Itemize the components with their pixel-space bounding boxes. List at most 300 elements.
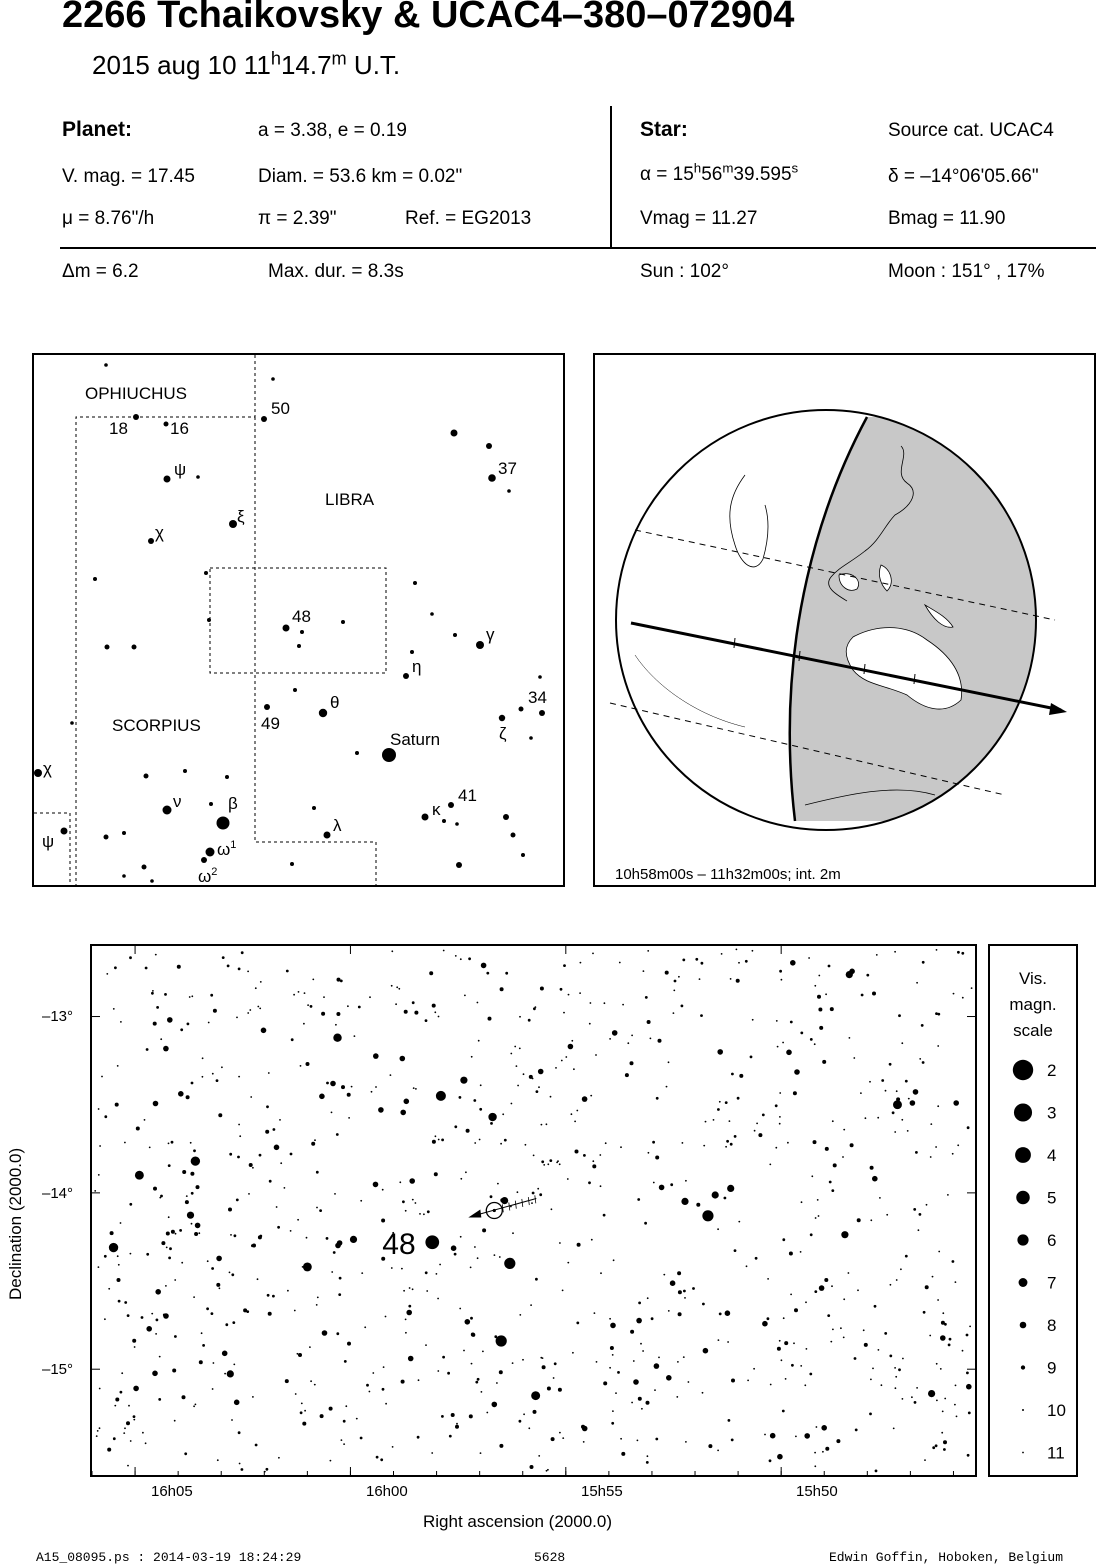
field-star: [827, 1314, 830, 1317]
field-star: [889, 1063, 892, 1066]
field-star: [641, 1408, 643, 1410]
field-star: [957, 1144, 959, 1146]
field-star: [767, 1317, 770, 1320]
field-star: [211, 1312, 214, 1315]
field-star: [199, 1360, 203, 1364]
field-star: [685, 1180, 687, 1182]
field-star: [468, 957, 471, 960]
field-star: [456, 1423, 458, 1425]
field-star: [96, 1435, 98, 1437]
field-star: [133, 1386, 139, 1392]
field-star: [930, 1156, 932, 1158]
field-star: [609, 1318, 611, 1320]
field-star: [94, 1190, 96, 1192]
field-star: [804, 1384, 806, 1386]
field-star: [817, 1199, 819, 1201]
field-star: [538, 1069, 544, 1075]
field-star: [770, 1433, 776, 1439]
field-star: [619, 962, 621, 964]
field-star: [630, 1061, 634, 1065]
field-star: [855, 1429, 858, 1432]
field-star: [366, 1384, 369, 1387]
field-star: [848, 1272, 850, 1274]
field-star: [869, 1081, 871, 1083]
field-star: [343, 1443, 345, 1445]
field-star: [953, 993, 955, 995]
field-star: [401, 1268, 403, 1270]
bright-star: [496, 1335, 507, 1346]
bright-star: [436, 1091, 446, 1101]
field-star: [902, 1398, 904, 1400]
field-star: [542, 1365, 546, 1369]
field-star: [921, 1024, 924, 1027]
field-star: [819, 1285, 825, 1291]
field-star: [181, 1262, 183, 1264]
field-star: [303, 1023, 305, 1025]
field-star: [391, 950, 393, 952]
planet-motion: μ = 8.76"/h: [62, 208, 155, 229]
field-star: [574, 1121, 576, 1123]
field-star: [678, 976, 680, 978]
field-star: [247, 1012, 249, 1014]
field-star: [533, 1410, 537, 1414]
field-star: [191, 1082, 194, 1085]
field-star: [376, 1456, 379, 1459]
field-star: [713, 1119, 715, 1121]
field-star: [391, 985, 393, 987]
field-star: [499, 1370, 503, 1374]
field-star: [808, 957, 810, 959]
field-star: [719, 1313, 722, 1316]
field-star: [249, 1009, 251, 1011]
footer-author: Edwin Goffin, Hoboken, Belgium: [829, 1550, 1064, 1565]
field-star: [121, 1372, 123, 1374]
field-star: [821, 1425, 827, 1431]
star-heading: Star:: [640, 118, 688, 141]
label-ophiuchus: OPHIUCHUS: [85, 384, 188, 403]
field-star: [683, 1290, 686, 1293]
field-star: [936, 949, 938, 951]
field-star: [836, 1439, 840, 1443]
field-star: [190, 1142, 192, 1144]
field-star: [562, 1290, 564, 1292]
field-star: [762, 1114, 765, 1117]
field-star: [781, 979, 783, 981]
field-star: [916, 1387, 918, 1389]
field-star: [255, 987, 257, 989]
label-omega1: $\omega^1$: [217, 839, 237, 859]
field-star: [431, 1452, 433, 1454]
field-star: [853, 1057, 855, 1059]
field-star: [652, 1141, 655, 1144]
field-star: [831, 1285, 833, 1287]
field-star: [371, 1091, 373, 1093]
scale-label: 4: [1047, 1146, 1057, 1165]
field-star: [153, 1022, 157, 1026]
label-psi: ψ: [174, 460, 187, 479]
field-star: [250, 1096, 252, 1098]
field-star: [898, 1368, 901, 1371]
field-star: [893, 1428, 895, 1430]
planet-diameter: Diam. = 53.6 km = 0.02": [258, 166, 463, 187]
field-star: [830, 1341, 832, 1343]
field-star: [272, 1295, 275, 1298]
field-star: [455, 955, 457, 957]
field-star: [496, 1382, 498, 1384]
field-star: [482, 1228, 486, 1232]
field-star: [360, 1200, 362, 1202]
field-star: [936, 1363, 938, 1365]
field-star: [439, 1264, 441, 1266]
scale-dot: [1022, 1409, 1024, 1411]
bright-star: [702, 1210, 713, 1221]
field-star: [603, 1381, 607, 1385]
field-star: [480, 1452, 482, 1454]
field-star: [469, 1414, 473, 1418]
field-star: [373, 1182, 379, 1188]
field-star: [603, 1214, 606, 1217]
field-star: [219, 1287, 221, 1289]
field-star: [764, 1434, 766, 1436]
field-star: [142, 1432, 144, 1434]
field-star: [172, 1369, 176, 1373]
field-star: [929, 1335, 931, 1337]
field-star: [928, 1390, 935, 1397]
field-star: [779, 1092, 781, 1094]
field-star: [588, 1181, 591, 1184]
field-star: [561, 1060, 563, 1062]
field-star: [941, 1321, 945, 1325]
field-star: [647, 1455, 649, 1457]
field-star: [127, 1314, 130, 1317]
field-star: [193, 1405, 195, 1407]
field-star: [212, 1388, 214, 1390]
field-star: [538, 1455, 540, 1457]
field-star: [621, 1452, 625, 1456]
field-star: [385, 1403, 387, 1405]
field-star: [297, 1219, 299, 1221]
field-star: [114, 1405, 116, 1407]
label-34: 34: [528, 688, 547, 707]
field-star: [113, 1437, 116, 1440]
field-star: [323, 996, 325, 998]
field-star: [580, 962, 582, 964]
field-star: [481, 1391, 483, 1393]
field-star: [655, 1156, 659, 1160]
path-time-tick: [535, 1195, 536, 1203]
field-star: [174, 1279, 176, 1281]
field-star: [231, 1419, 233, 1421]
field-star: [787, 1142, 789, 1144]
field-star: [466, 1129, 470, 1133]
field-star: [301, 1403, 303, 1405]
scale-label: 8: [1047, 1316, 1057, 1335]
field-star: [120, 1391, 123, 1394]
field-star: [249, 1163, 253, 1167]
field-star: [415, 1088, 417, 1090]
field-star: [441, 1415, 444, 1418]
field-star: [637, 1440, 639, 1442]
field-star: [291, 1038, 294, 1041]
field-star: [478, 1040, 480, 1042]
field-star: [312, 979, 314, 981]
scale-dot: [1015, 1147, 1031, 1163]
scale-label: 10: [1047, 1401, 1066, 1420]
path-time-tick: [509, 1203, 510, 1211]
field-star: [415, 1202, 417, 1204]
field-star: [646, 1461, 649, 1464]
field-star: [265, 1130, 269, 1134]
field-star: [678, 1290, 682, 1294]
field-star: [497, 1183, 499, 1185]
field-star: [180, 1028, 183, 1031]
field-star: [124, 1301, 127, 1304]
label-16: 16: [170, 419, 189, 438]
field-star: [174, 1335, 177, 1338]
field-star: [793, 1091, 797, 1095]
field-star: [684, 1297, 686, 1299]
field-star: [195, 1404, 197, 1406]
field-star: [793, 1342, 795, 1344]
field-star: [563, 1012, 565, 1014]
field-star: [556, 1162, 558, 1164]
field-star: [724, 1197, 727, 1200]
field-star: [869, 1413, 872, 1416]
field-star: [451, 1245, 457, 1251]
scale-dot: [1013, 1060, 1033, 1080]
field-star: [681, 1198, 688, 1205]
field-star: [779, 1116, 781, 1118]
field-star: [159, 1356, 161, 1358]
bright-star: [531, 1391, 540, 1400]
field-star: [731, 1073, 734, 1076]
field-star: [341, 1085, 345, 1089]
field-star: [814, 1290, 817, 1293]
field-star: [769, 1459, 772, 1462]
field-star: [406, 1310, 412, 1316]
field-star: [316, 1304, 318, 1306]
field-star: [373, 1053, 379, 1059]
field-star: [276, 1206, 278, 1208]
field-star: [558, 1388, 562, 1392]
field-star: [437, 1298, 439, 1300]
field-star: [486, 1412, 488, 1414]
field-star: [969, 1326, 971, 1328]
field-star: [758, 1133, 762, 1137]
field-star: [437, 1370, 439, 1372]
footer-number: 5628: [534, 1550, 566, 1565]
field-star: [257, 1006, 259, 1008]
field-star: [115, 1103, 119, 1107]
field-star: [810, 1038, 813, 1041]
field-star: [777, 1046, 779, 1048]
field-star: [620, 1438, 622, 1440]
field-star: [451, 1413, 455, 1417]
field-star: [767, 1278, 769, 1280]
field-star: [417, 1436, 420, 1439]
field-star: [953, 1100, 959, 1106]
field-star: [340, 980, 343, 983]
field-star: [514, 1046, 516, 1048]
field-star: [201, 1332, 203, 1334]
field-star: [860, 1092, 862, 1094]
star-alpha: $\alpha = 15^h56^m39.595^s$: [640, 160, 799, 185]
field-star: [559, 1432, 561, 1434]
field-star: [739, 1074, 743, 1078]
field-star: [129, 956, 132, 959]
field-star: [944, 1398, 946, 1400]
field-star: [708, 1444, 712, 1448]
field-star: [905, 1080, 908, 1083]
field-star: [322, 1330, 328, 1336]
field-star: [590, 1095, 592, 1097]
field-star: [702, 1392, 704, 1394]
field-star: [279, 1119, 281, 1121]
field-star: [745, 960, 748, 963]
field-star: [592, 1160, 594, 1162]
field-star: [809, 1373, 812, 1376]
field-star: [784, 1341, 788, 1345]
field-star: [592, 953, 594, 955]
field-star: [432, 1140, 436, 1144]
field-star: [896, 1090, 898, 1092]
field-star: [525, 1144, 527, 1146]
field-star: [293, 994, 295, 996]
field-star: [106, 973, 108, 975]
field-star: [901, 1042, 903, 1044]
field-star: [141, 1316, 144, 1319]
field-star: [331, 1271, 333, 1273]
planet-vmag: V. mag. = 17.45: [62, 166, 195, 187]
field-star: [537, 1188, 539, 1190]
field-star: [622, 1004, 624, 1006]
field-star: [831, 1189, 834, 1192]
max-duration: Max. dur. = 8.3s: [268, 261, 404, 282]
field-star: [865, 1117, 867, 1119]
field-star: [627, 1042, 629, 1044]
field-star: [189, 996, 191, 998]
field-star: [738, 1221, 740, 1223]
x-tick-label: 15h55: [581, 1483, 623, 1500]
field-star: [736, 949, 738, 951]
field-star: [937, 1299, 939, 1301]
field-star: [967, 1454, 970, 1457]
field-star: [734, 1135, 737, 1138]
field-star: [705, 1121, 707, 1123]
field-star: [777, 1347, 781, 1351]
field-star: [284, 1187, 286, 1189]
field-star: [528, 1427, 530, 1429]
field-star: [230, 1234, 232, 1236]
path-time-tick: [515, 1201, 516, 1209]
field-star: [952, 1153, 954, 1155]
field-star: [717, 1108, 720, 1111]
field-star: [872, 1368, 874, 1370]
field-star: [832, 1329, 834, 1331]
field-star: [488, 1017, 492, 1021]
field-star: [152, 990, 154, 992]
field-star: [612, 1410, 614, 1412]
field-star: [471, 1363, 473, 1365]
field-star: [919, 1058, 921, 1060]
field-star: [344, 1360, 347, 1363]
field-star: [620, 1146, 622, 1148]
field-star: [149, 1147, 151, 1149]
x-axis-label: Right ascension (2000.0): [423, 1512, 613, 1531]
field-star: [216, 1283, 220, 1287]
field-star: [290, 1153, 293, 1156]
field-star: [898, 1014, 901, 1017]
field-star: [872, 992, 876, 996]
bright-star: [135, 1171, 144, 1180]
field-star: [795, 1436, 797, 1438]
label-kappa: κ: [432, 800, 441, 819]
field-star: [596, 1361, 598, 1363]
asteroid-path-arrow: [468, 1210, 481, 1218]
field-star: [216, 1256, 222, 1262]
magnitude-scale: [988, 944, 1078, 1477]
field-star: [644, 1222, 647, 1225]
field-star: [427, 1210, 430, 1213]
star-chart-svg: [92, 946, 975, 1475]
field-star: [259, 1154, 262, 1157]
field-star: [224, 1373, 226, 1375]
field-star: [650, 1038, 652, 1040]
field-star: [202, 1344, 205, 1347]
field-star: [164, 993, 167, 996]
field-star: [857, 1289, 859, 1291]
field-star: [968, 1412, 971, 1415]
field-star: [268, 1072, 270, 1074]
field-star: [914, 1401, 917, 1404]
field-star: [729, 1120, 731, 1122]
field-star: [216, 1079, 219, 1082]
label-zeta: ζ: [499, 724, 507, 743]
field-star: [658, 1039, 662, 1043]
planet-orbit: a = 3.38, e = 0.19: [258, 120, 407, 141]
finder-chart-svg: [34, 355, 563, 885]
field-star: [725, 1101, 728, 1104]
field-star: [942, 1312, 944, 1314]
field-star: [175, 1233, 177, 1235]
field-star: [818, 975, 820, 977]
field-star: [930, 1123, 932, 1125]
field-star: [187, 1212, 194, 1219]
field-star: [182, 1395, 186, 1399]
field-star: [654, 1363, 660, 1369]
field-star: [471, 1333, 475, 1337]
field-star: [227, 1370, 234, 1377]
field-star: [347, 1342, 351, 1346]
field-star: [161, 1241, 165, 1245]
field-star: [879, 1197, 881, 1199]
field-star: [575, 1150, 579, 1154]
field-star: [863, 1329, 865, 1331]
field-star: [536, 1090, 539, 1093]
field-star: [470, 1267, 472, 1269]
field-star: [195, 1223, 201, 1229]
field-star: [940, 1335, 946, 1341]
field-star: [937, 1105, 939, 1107]
field-star: [511, 1103, 513, 1105]
field-star: [236, 1017, 238, 1019]
field-star: [551, 1208, 553, 1210]
field-star: [790, 960, 796, 966]
field-star: [563, 964, 566, 967]
field-star: [668, 1061, 670, 1063]
field-star: [405, 1332, 407, 1334]
label-saturn: Saturn: [390, 730, 441, 749]
